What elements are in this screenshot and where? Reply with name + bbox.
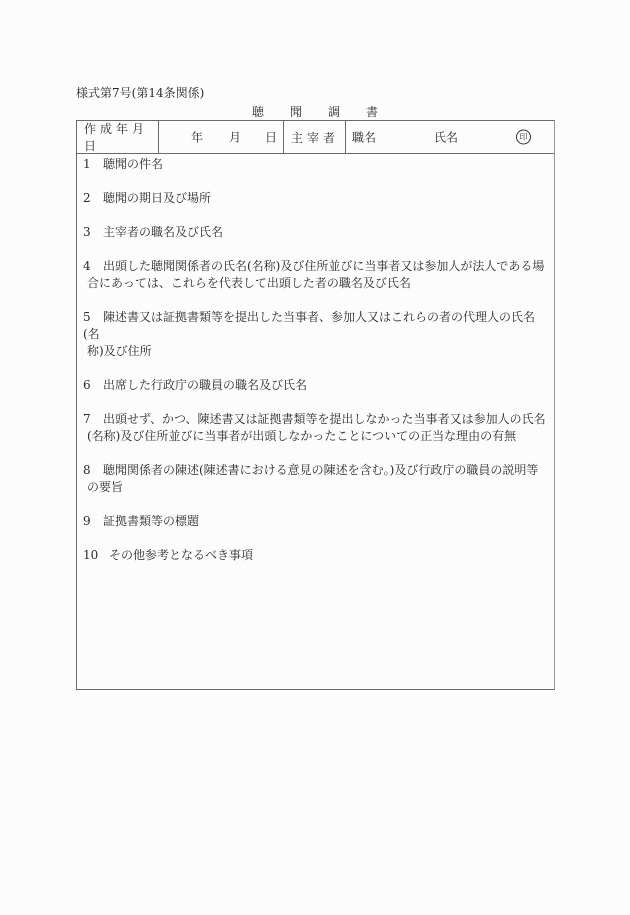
item-number: 3 [83, 225, 91, 239]
item-number: 2 [83, 191, 91, 205]
presider-field[interactable] [346, 121, 554, 153]
items-list [77, 153, 554, 581]
hearing-record-table [76, 120, 555, 690]
title-char: 聴 [252, 105, 265, 119]
list-item [83, 156, 548, 173]
presider-label: 主宰者 [284, 121, 346, 153]
item-text-continued: の要旨 [87, 480, 124, 494]
month-label: 月 [229, 130, 242, 145]
item-number: 4 [83, 259, 91, 273]
item-number: 7 [83, 412, 91, 426]
year-label: 年 [191, 130, 204, 145]
item-number: 6 [83, 378, 91, 392]
item-text: 陳述書又は証拠書類等を提出した当事者、参加人又はこれらの者の代理人の氏名(名 [83, 310, 536, 341]
title-char: 書 [366, 105, 379, 119]
day-label: 日 [265, 130, 278, 145]
list-item [83, 224, 548, 241]
title-char: 聞 [290, 105, 303, 119]
item-text: 出頭せず、かつ、陳述書又は証拠書類等を提出しなかった当事者又は参加人の氏名 [103, 412, 546, 426]
item-text: 聴聞の期日及び場所 [103, 191, 212, 205]
list-item [83, 309, 548, 360]
item-text: 証拠書類等の標題 [103, 514, 200, 528]
header-row [77, 121, 554, 154]
list-item [83, 462, 548, 496]
form-number: 様式第7号(第14条関係) [76, 86, 205, 100]
item-text: 主宰者の職名及び氏名 [103, 225, 224, 239]
created-date-field[interactable] [159, 121, 284, 153]
list-item [83, 377, 548, 394]
title-char: 調 [328, 105, 341, 119]
item-text: 聴聞関係者の陳述(陳述書における意見の陳述を含む。)及び行政庁の職員の説明等 [103, 463, 539, 477]
item-text: 出頭した聴聞関係者の氏名(名称)及び住所並びに当事者又は参加人が法人である場 [103, 259, 545, 273]
list-item [83, 258, 548, 292]
list-item [83, 513, 548, 530]
document-title [252, 103, 404, 120]
item-text: 聴聞の件名 [103, 157, 164, 171]
item-number: 9 [83, 514, 91, 528]
name-label: 氏名 [434, 130, 459, 145]
list-item [83, 190, 548, 207]
position-label: 職名 [352, 130, 377, 145]
seal-icon: 印 [516, 130, 531, 145]
list-item [83, 411, 548, 445]
item-text-continued: (名称)及び住所並びに当事者が出頭しなかったことについての正当な理由の有無 [87, 429, 517, 443]
item-text-continued: 称)及び住所 [87, 344, 152, 358]
item-text: その他参考となるべき事項 [109, 548, 254, 562]
item-number: 1 [83, 157, 91, 171]
item-text: 出席した行政庁の職員の職名及び氏名 [103, 378, 308, 392]
item-number: 10 [83, 548, 99, 562]
created-date-label: 作成年月日 [77, 121, 159, 153]
item-number: 5 [83, 310, 91, 324]
list-item [83, 547, 548, 564]
item-text-continued: 合にあっては、これらを代表して出頭した者の職名及び氏名 [87, 276, 411, 290]
item-number: 8 [83, 463, 91, 477]
